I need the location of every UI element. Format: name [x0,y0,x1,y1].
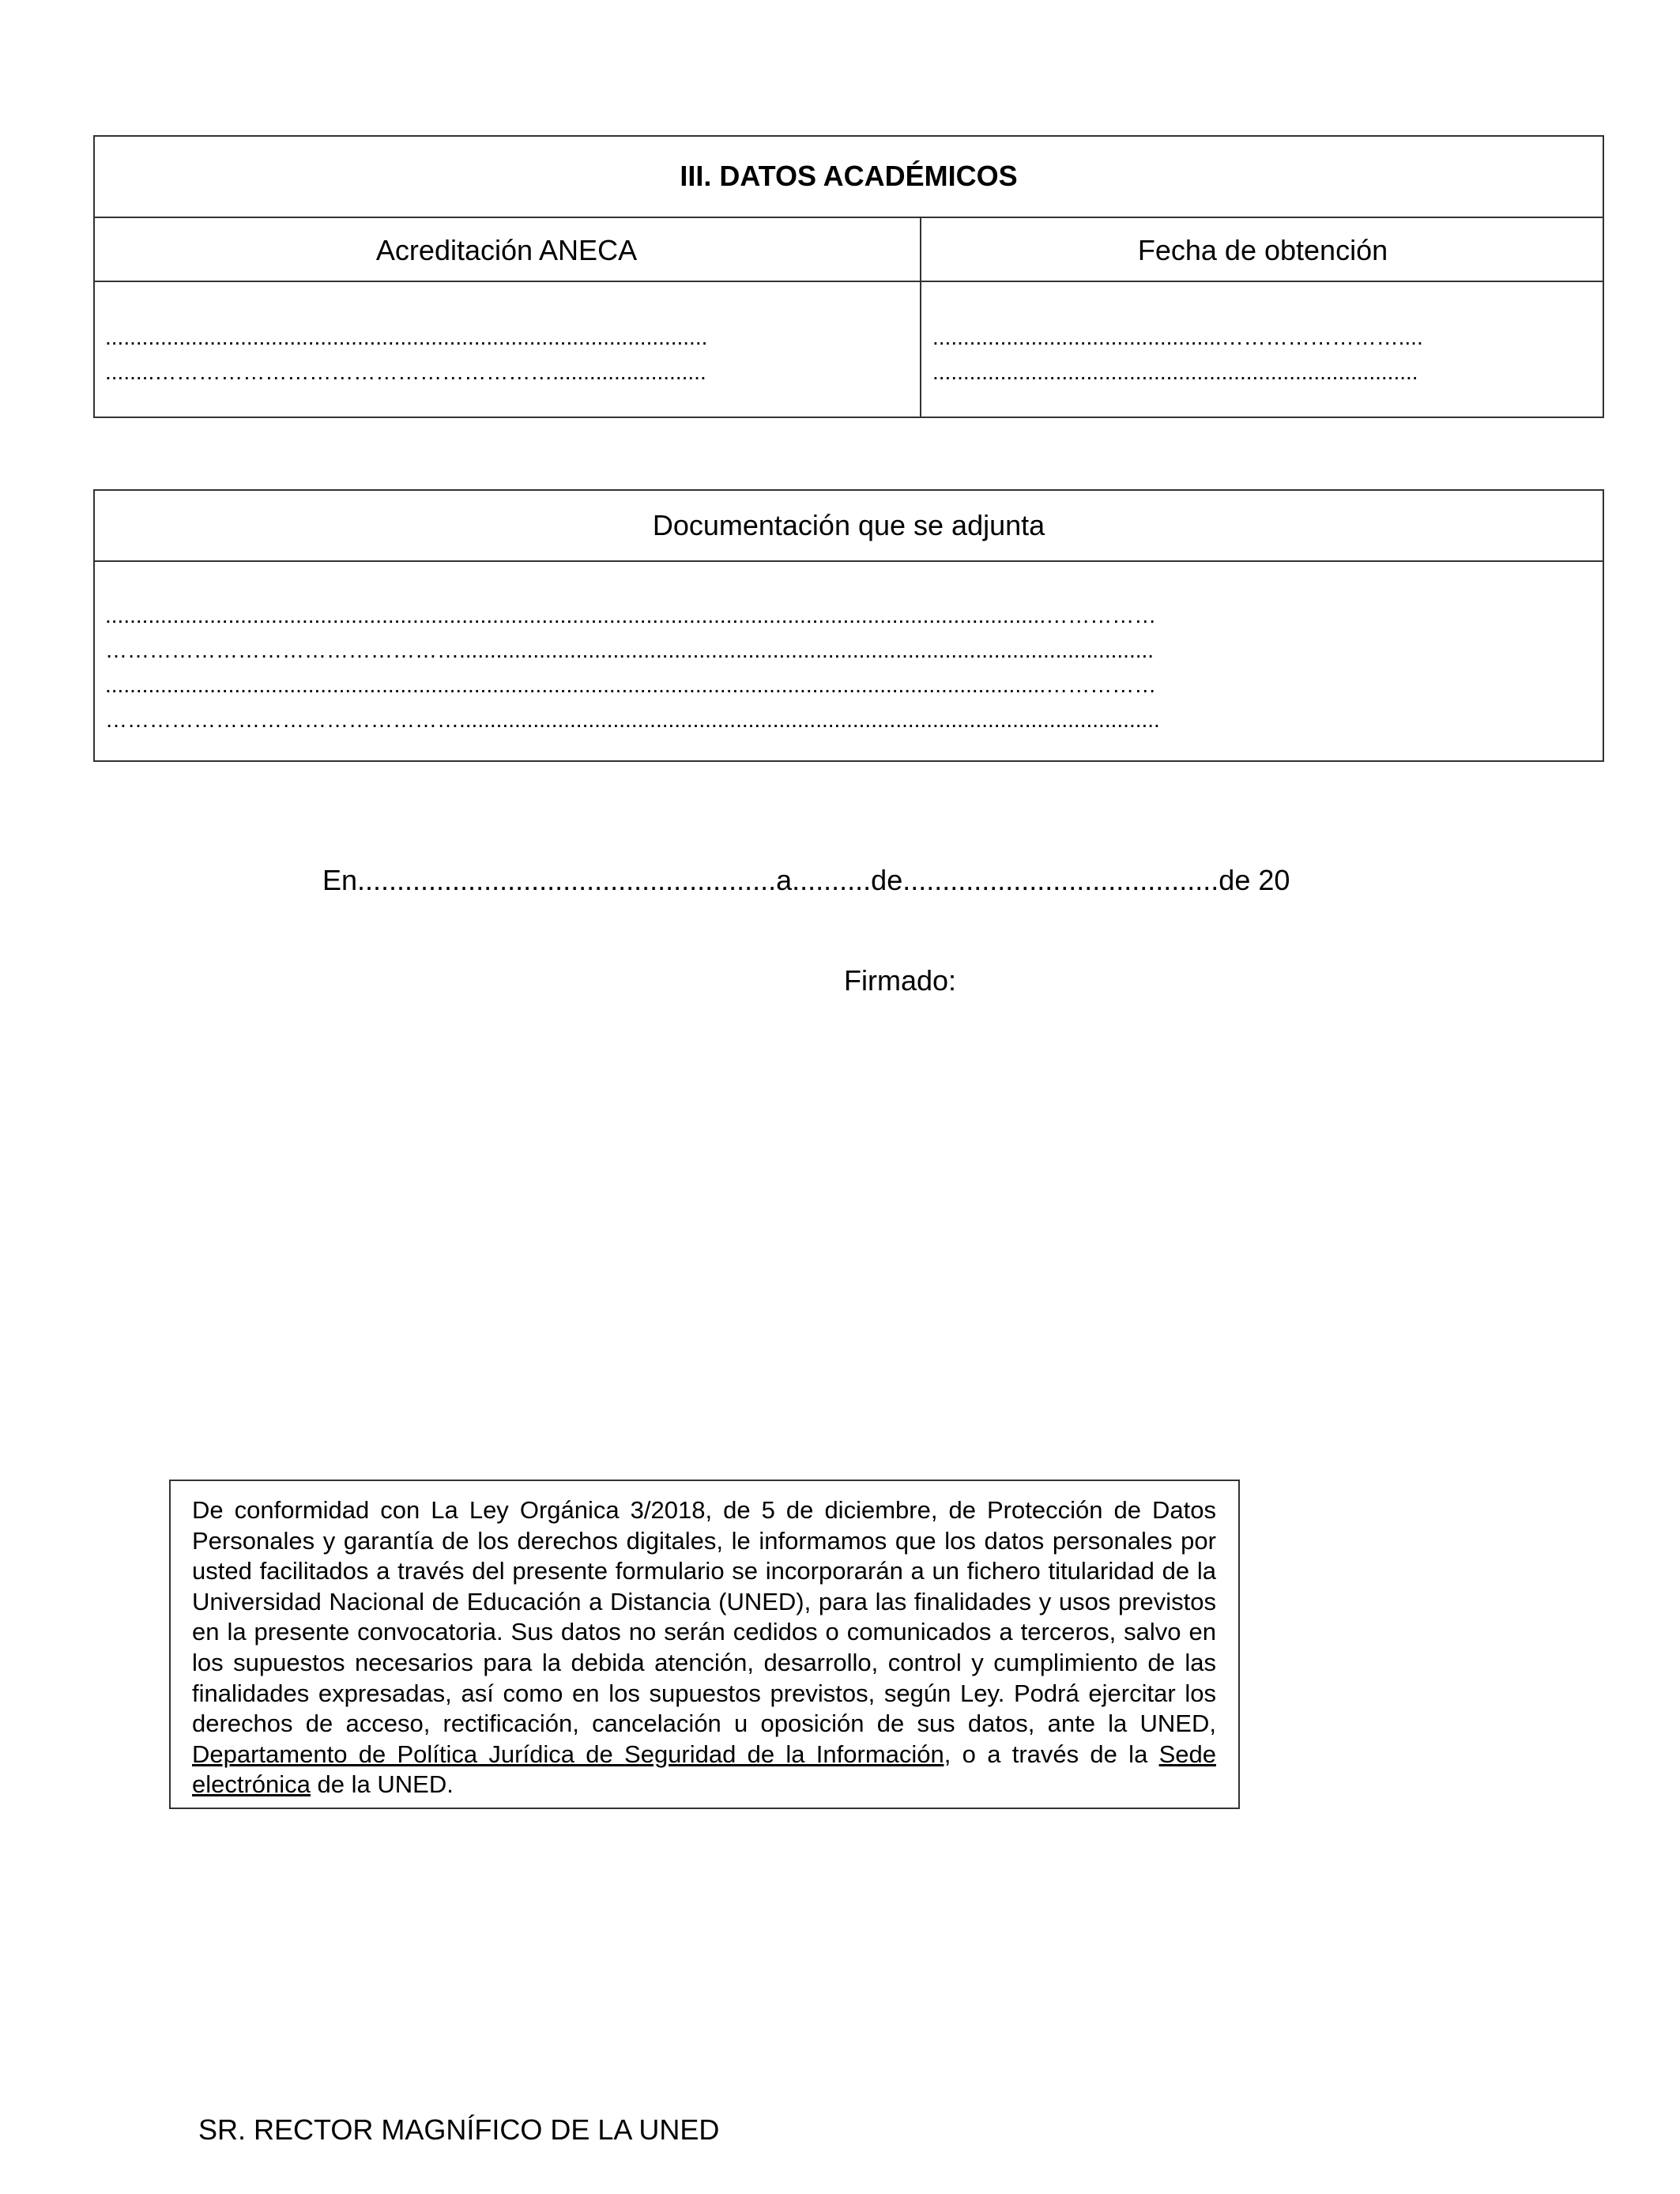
date-field-line[interactable]: ...............................................…………………….... [932,325,1423,349]
documentation-field-line[interactable]: ………………………………………….................................................................................................................. [105,707,1160,732]
column-header-accreditation: Acreditación ANECA [375,234,638,266]
table-divider [93,560,1604,562]
table-divider [93,281,1604,282]
date-field-line[interactable]: ............................................................................... [932,360,1418,384]
section-title: III. DATOS ACADÉMICOS [680,160,1018,192]
addressee: SR. RECTOR MAGNÍFICO DE LA UNED [198,2113,720,2146]
table-divider [93,217,1604,218]
electronic-office-link[interactable]: Sede electrónica [192,1740,1216,1799]
legal-department-link[interactable]: Departamento de Política Jurídica de Seguridad de la Información, [192,1740,951,1768]
documentation-field-line[interactable]: …………………………………………................................................................................................................. [105,638,1155,662]
accreditation-field-line[interactable]: .................................................................................................. [105,325,708,349]
column-header-date: Fecha de obtención [1137,234,1388,266]
place-date-line[interactable]: En.....................................................a..........de........................................de 20 [322,864,1290,896]
notice-text: de la UNED. [310,1770,454,1799]
notice-text: o a través de la [951,1740,1159,1768]
documentation-field-line[interactable]: .........................................................................................................................................................…………… [105,673,1157,697]
notice-text: De conformidad con La Ley Orgánica 3/2018, de 5 de diciembre, de Protección de Datos Personales y garantía de los derechos digitales, le informamos que los datos personales por usted facilitados a través del presente formulario se incorporarán a un fichero titularidad de la Universidad Nacional de Educación a Distancia (UNED), para las finalidades y usos previstos en la presente convocatoria. Sus datos no serán cedidos o comunicados a terceros, salvo en los supuestos necesarios para la debida atención, desarrollo, control y cumplimiento de las finalidades expresadas, así como en los supuestos previstos, según Ley. Podrá ejercitar los derechos de acceso, rectificación, cancelación u oposición de sus datos, ante la UNED, [192,1496,1216,1738]
documentation-field-line[interactable]: .........................................................................................................................................................…………… [105,603,1157,628]
data-protection-notice [192,1495,1216,1800]
documentation-header: Documentación que se adjunta [652,509,1045,541]
accreditation-field-line[interactable]: ........………………………………………………......................... [105,360,706,384]
signature-label: Firmado: [844,964,957,997]
